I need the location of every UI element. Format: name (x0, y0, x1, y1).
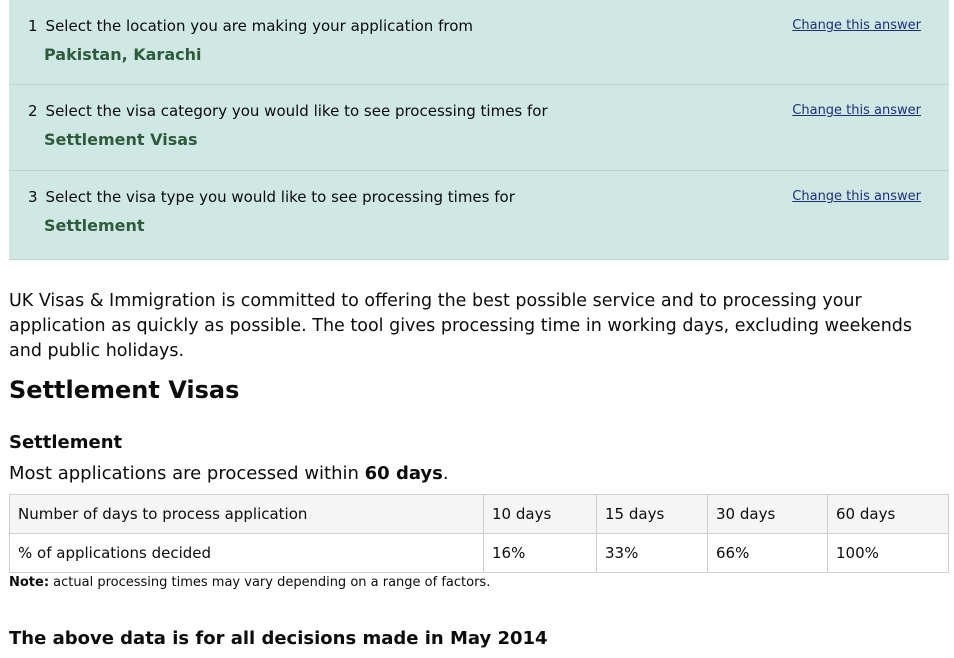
question-number: 2 (28, 102, 38, 120)
result-heading: Settlement Visas (9, 376, 240, 404)
processing-summary (9, 463, 449, 484)
change-answer-link-visa-type[interactable]: Change this answer (792, 189, 921, 204)
question-text: Select the visa type you would like to see processing times for (45, 188, 515, 206)
table-cell: 66% (708, 534, 828, 573)
table-cell: 100% (828, 534, 949, 573)
table-row (10, 534, 949, 573)
answer-row-visa-type (9, 171, 949, 259)
note-text: actual processing times may vary depending on a range of factors. (49, 575, 491, 590)
note-label: Note: (9, 575, 50, 590)
table-header-cell: Number of days to process application (10, 495, 484, 534)
answer-visa-type: Settlement (44, 216, 145, 235)
previous-answers-panel (9, 0, 949, 260)
question-number: 1 (28, 17, 38, 35)
table-cell: 33% (597, 534, 708, 573)
result-subheading: Settlement (9, 432, 123, 453)
question-visa-category (28, 102, 548, 120)
note (9, 575, 490, 590)
summary-suffix: . (442, 463, 449, 484)
change-answer-link-location[interactable]: Change this answer (792, 18, 921, 33)
answer-visa-category: Settlement Visas (44, 130, 198, 149)
question-text: Select the visa category you would like to see processing times for (45, 102, 548, 120)
table-header-row (10, 495, 949, 534)
data-period-heading: The above data is for all decisions made in May 2014 (9, 628, 548, 649)
table-cell: % of applications decided (10, 534, 484, 573)
summary-prefix: Most applications are processed within (9, 463, 365, 484)
change-answer-link-visa-category[interactable]: Change this answer (792, 103, 921, 118)
table-header-cell: 60 days (828, 495, 949, 534)
summary-days: 60 days (364, 463, 443, 484)
question-visa-type (28, 188, 515, 206)
answer-row-location (9, 0, 949, 85)
answer-location: Pakistan, Karachi (44, 45, 202, 64)
table-header-cell: 10 days (484, 495, 597, 534)
table-header-cell: 15 days (597, 495, 708, 534)
question-text: Select the location you are making your application from (45, 17, 473, 35)
question-number: 3 (28, 188, 38, 206)
question-location (28, 17, 473, 35)
table-header-cell: 30 days (708, 495, 828, 534)
processing-times-table (9, 494, 949, 573)
answer-row-visa-category (9, 85, 949, 171)
table-cell: 16% (484, 534, 597, 573)
intro-paragraph: UK Visas & Immigration is committed to offering the best possible service and to processing your application as quickly as possible. The tool gives processing time in working days, excluding weekends and public holidays. (9, 291, 913, 361)
